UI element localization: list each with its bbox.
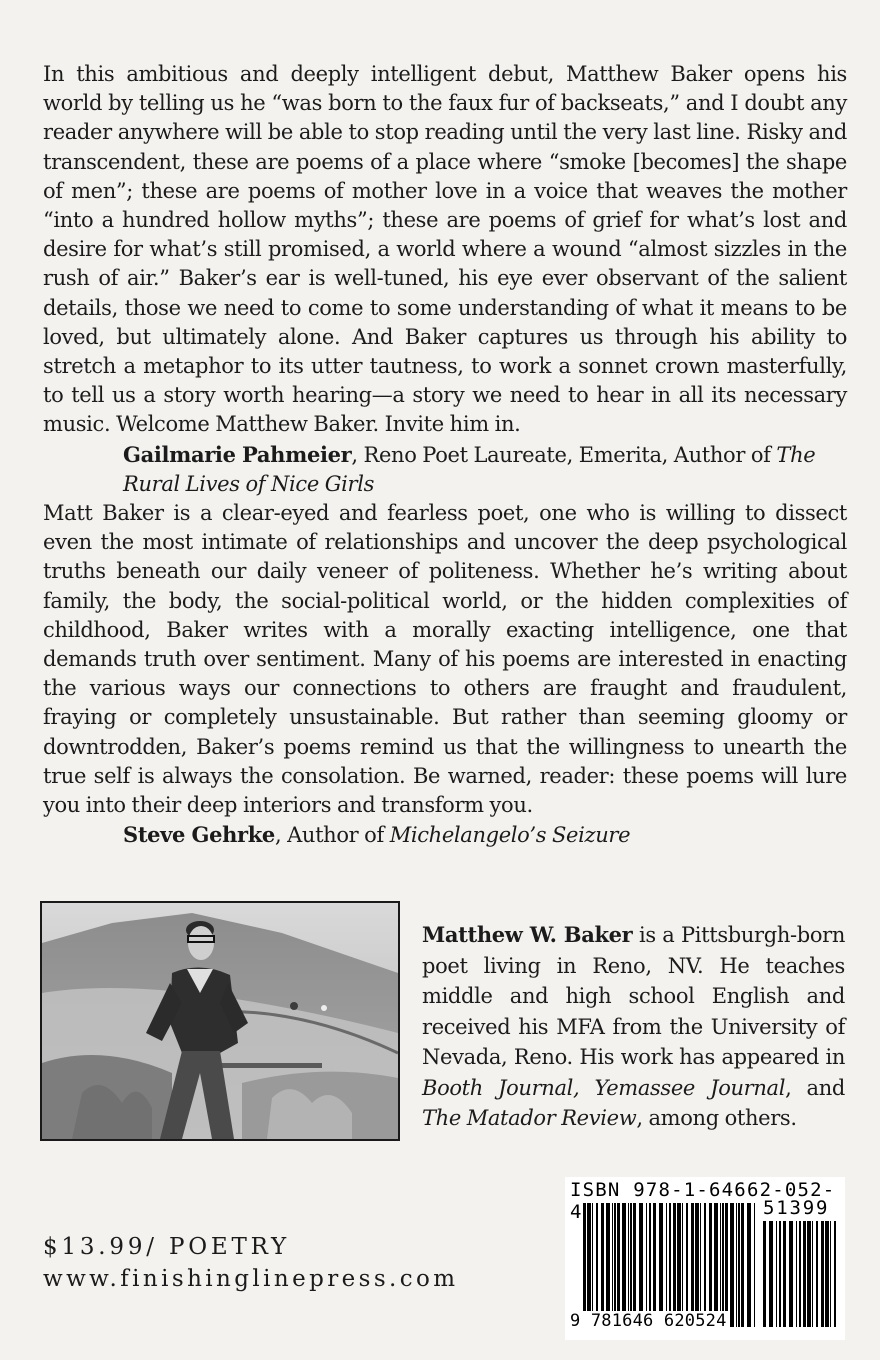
publisher-website: www.finishinglinepress.com xyxy=(43,1266,459,1292)
barcode-bar xyxy=(720,1203,721,1327)
bio-text: is a Pittsburgh-born poet living in Reno, NV. He teaches middle and high school English and received his MFA from the University of Nevada, Reno. His work has appeared in xyxy=(422,923,846,1069)
barcode-bar xyxy=(779,1221,781,1327)
barcode-bar xyxy=(686,1203,688,1327)
bio-text xyxy=(579,1076,594,1100)
barcode-bar xyxy=(646,1203,647,1327)
barcode-bar xyxy=(730,1203,734,1327)
blurb-attribution xyxy=(43,440,847,499)
barcode-bar xyxy=(796,1221,797,1327)
barcode-bar xyxy=(612,1203,613,1327)
price-code-label: 51399 xyxy=(763,1197,830,1219)
barcode-bar xyxy=(653,1203,656,1327)
barcode-bar xyxy=(630,1203,632,1327)
bio-journal: The Matador Review xyxy=(422,1106,637,1130)
barcode-bar xyxy=(596,1203,598,1327)
barcode-bar xyxy=(754,1203,755,1327)
barcode-bar xyxy=(830,1221,831,1327)
price-category: $13.99/ POETRY xyxy=(43,1234,290,1260)
blurb-text: Matt Baker is a clear-eyed and fearless poet, one who is willing to dissect even the most intimate of relationships and uncover the deep psychological truths beneath our daily veneer of politeness. Whether he’s writing about family, the body, the social-political world, or the hidden complexities of childhood, Baker writes with a morally exacting intelligence, one that demands truth over sentiment. Many of his poems are interested in enacting the various ways our connections to others are fraught and fraudulent, fraying or completely unsustainable. But rather than seeming gloomy or downtrodden, Baker’s poems remind us that the willingness to unearth the true self is always the consolation. Be warned, reader: these poems will lure you into their deep interiors and transform you. xyxy=(43,501,847,818)
barcode-bar xyxy=(738,1203,740,1327)
barcode-bar xyxy=(669,1203,671,1327)
barcode-bar xyxy=(776,1221,777,1327)
barcode-bar xyxy=(714,1203,718,1327)
barcode-bar xyxy=(700,1203,701,1327)
isbn-barcode xyxy=(565,1177,845,1340)
barcode-bar xyxy=(825,1221,829,1327)
barcode-bar xyxy=(807,1221,811,1327)
bio-text: , and xyxy=(785,1075,845,1100)
barcode-bar xyxy=(834,1221,836,1327)
barcode-bar xyxy=(763,1221,766,1327)
bio-author-name: Matthew W. Baker xyxy=(422,922,633,947)
barcode-bar xyxy=(803,1221,806,1327)
barcode-bar xyxy=(695,1203,699,1327)
barcode-bar xyxy=(614,1203,616,1327)
blurb-work-title: The Rural Lives of Nice Girls xyxy=(123,442,816,496)
barcode-bar xyxy=(633,1203,636,1327)
barcode-bar xyxy=(709,1203,712,1327)
blurb-credential: , Reno Poet Laureate, Emerita, Author of xyxy=(351,442,777,467)
blurb-author: Steve Gehrke xyxy=(123,822,275,848)
barcode-bar xyxy=(639,1203,643,1327)
bio-text: , among others. xyxy=(636,1106,797,1130)
blurb-author: Gailmarie Pahmeier xyxy=(123,441,352,467)
barcode-bar xyxy=(789,1221,793,1327)
blurb-attribution xyxy=(43,820,847,850)
barcode-bar xyxy=(666,1203,667,1327)
author-bio xyxy=(422,920,845,1134)
barcode-bar xyxy=(741,1203,744,1327)
barcode-bar xyxy=(821,1221,824,1327)
author-photo xyxy=(40,901,400,1141)
ean-digits: 9 781646 620524 xyxy=(570,1311,730,1331)
barcode-bar xyxy=(769,1221,773,1327)
barcode-bar xyxy=(722,1203,724,1327)
bio-paragraph xyxy=(422,920,845,1134)
barcode-bar xyxy=(677,1203,681,1327)
barcode-bar xyxy=(649,1203,651,1327)
barcode-bar xyxy=(617,1203,620,1327)
barcode-bar xyxy=(736,1203,737,1327)
isbn-label: ISBN 978-1-64662-052-4 xyxy=(570,1179,836,1223)
barcode-bar xyxy=(673,1203,676,1327)
barcode-bar xyxy=(816,1221,818,1327)
barcode-bar xyxy=(601,1203,604,1327)
barcode-bar xyxy=(812,1221,813,1327)
author-photo-illustration xyxy=(42,903,398,1139)
barcode-bar xyxy=(691,1203,694,1327)
blurb-gehrke xyxy=(43,499,847,850)
blurb-text: In this ambitious and deeply intelligent debut, Matthew Baker opens his world by telling us he “was born to the faux fur of backseats,” and I doubt any reader anywhere will be able to stop reading until the very last line. Risky and transcendent, these are poems of a place where “smoke [becomes] the shape of men”; these are poems of mother love in a voice that weaves the mother “into a hundred hollow myths”; these are poems of grief for what’s lost and desire for what’s still promised, a world where a wound “almost sizzles in the rush of air.” Baker’s ear is well-tuned, his eye ever observant of the salient details, those we need to come to some understanding of what it means to be loved, but ultimately alone. And Baker captures us through his ability to stretch a metaphor to its utter tautness, to work a sonnet crown masterfully, to tell us a story worth hearing—a story we need to hear in all its necessary music. Welcome Matthew Baker. Invite him in. xyxy=(43,62,847,437)
barcode-bar xyxy=(583,1203,586,1327)
blurb-pahmeier xyxy=(43,60,847,499)
barcode-bar xyxy=(799,1221,801,1327)
barcode-bar xyxy=(659,1203,663,1327)
barcode-bar xyxy=(725,1203,728,1327)
barcode-bar xyxy=(587,1203,591,1327)
blurb-work-title: Michelangelo’s Seizure xyxy=(389,823,631,848)
barcode-bar xyxy=(704,1203,706,1327)
barcode-bar xyxy=(622,1203,626,1327)
bio-journal: Yemassee Journal xyxy=(594,1075,786,1100)
blurb-credential: , Author of xyxy=(274,823,390,848)
barcode-bar xyxy=(628,1203,629,1327)
barcode-bar xyxy=(783,1221,786,1327)
bio-journal: Booth Journal, xyxy=(422,1075,580,1100)
barcode-bar xyxy=(682,1203,683,1327)
barcode-bar xyxy=(592,1203,593,1327)
barcode-bar xyxy=(606,1203,610,1327)
barcode-bar xyxy=(747,1203,751,1327)
